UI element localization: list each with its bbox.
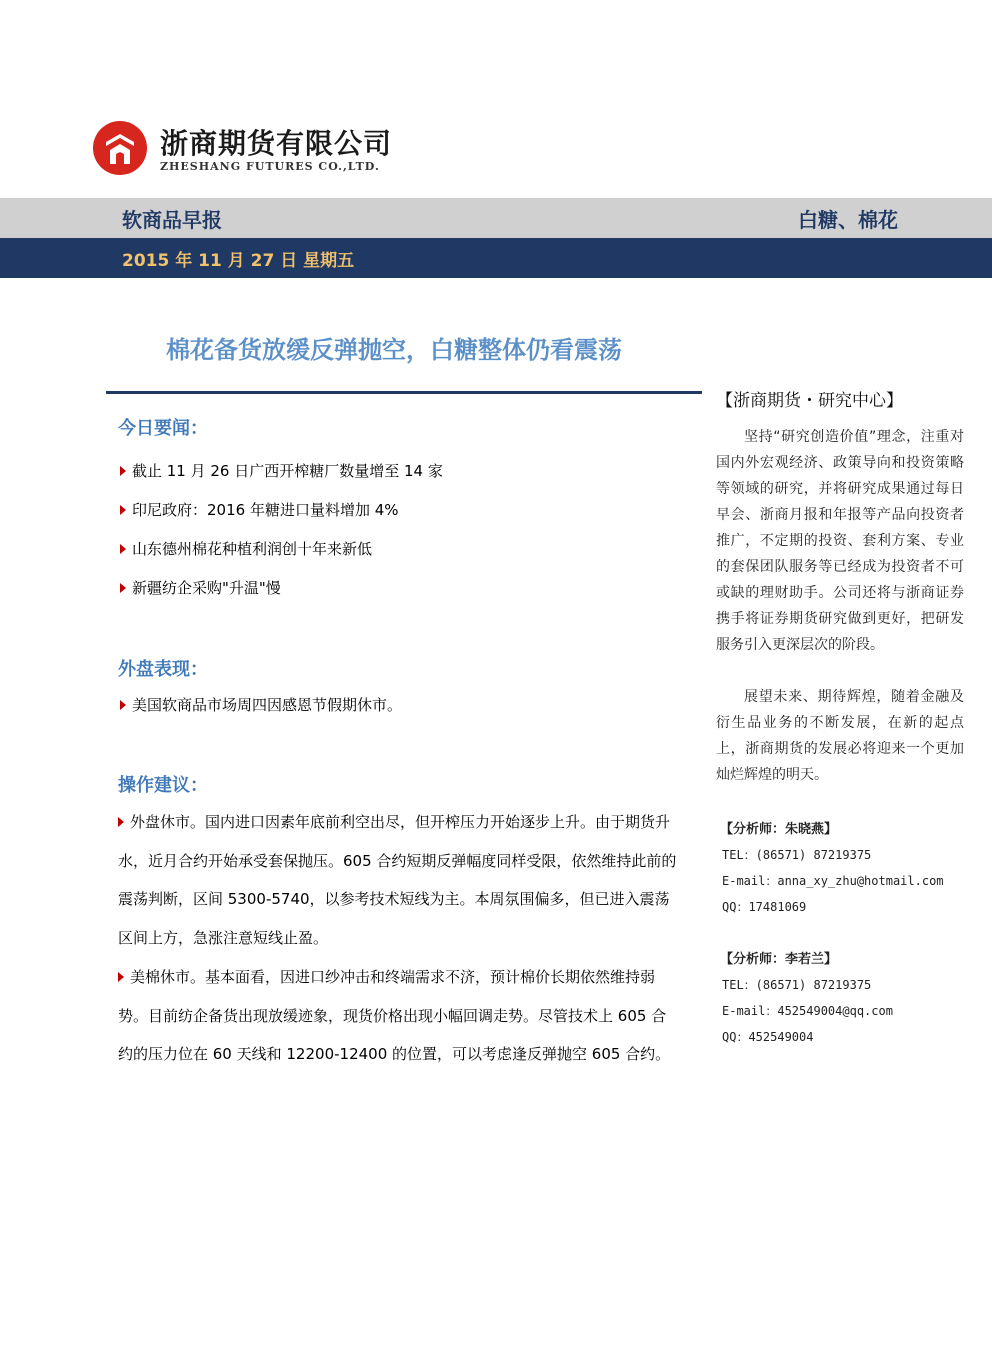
bullet-arrow-icon (118, 972, 124, 982)
bullet-arrow-icon (120, 583, 126, 593)
advice-paragraph-sugar (118, 803, 680, 957)
research-center-heading: 【浙商期货・研究中心】 (716, 391, 903, 411)
overseas-heading: 外盘表现： (118, 659, 208, 680)
bullet-arrow-icon (120, 505, 126, 515)
news-item-text: 印尼政府：2016 年糖进口量料增加 4% (132, 501, 399, 519)
analyst-tel: TEL：(86571) 87219375 (722, 848, 872, 862)
news-item-text: 截止 11 月 26 日广西开榨糖厂数量增至 14 家 (132, 462, 443, 480)
advice-text: 外盘休市。国内进口因素年底前利空出尽，但开榨压力开始逐步上升。由于期货升水，近月合约开始承受套保抛压。605 合约短期反弹幅度同样受限，依然维持此前的震荡判断，区间 5300-5740，以参考技术短线为主。本周氛围偏多，但已进入震荡区间上方，急涨注意短线止盈。 (118, 813, 677, 947)
company-name-cn: 浙商期货有限公司 (160, 127, 393, 160)
report-date: 2015 年 11 月 27 日 星期五 (122, 251, 355, 271)
advice-heading: 操作建议： (118, 775, 208, 796)
bullet-arrow-icon (120, 466, 126, 476)
news-heading: 今日要闻： (118, 418, 208, 439)
news-item (120, 460, 443, 481)
research-center-outlook: 展望未来、期待辉煌，随着金融及衍生品业务的不断发展，在新的起点上，浙商期货的发展必将迎来一个更加灿烂辉煌的明天。 (716, 689, 964, 783)
analyst-qq: QQ：452549004 (722, 1030, 814, 1044)
news-item-text: 新疆纺企采购"升温"慢 (132, 579, 281, 597)
overseas-item (120, 694, 402, 715)
analyst-tel: TEL：(86571) 87219375 (722, 978, 872, 992)
company-name-en: ZHESHANG FUTURES CO.,LTD. (160, 160, 380, 173)
advice-paragraph-cotton (118, 958, 680, 1074)
analyst-email: E-mail：452549004@qq.com (722, 1004, 893, 1018)
bullet-arrow-icon (120, 544, 126, 554)
headline-divider (106, 391, 702, 394)
bullet-arrow-icon (120, 700, 126, 710)
headline: 棉花备货放缓反弹抛空，白糖整体仍看震荡 (166, 336, 622, 364)
analyst-email: E-mail：anna_xy_zhu@hotmail.com (722, 874, 944, 888)
news-item (120, 577, 281, 598)
news-item (120, 499, 399, 520)
analyst-title: 【分析师：李若兰】 (720, 952, 838, 967)
analyst-title: 【分析师：朱晓燕】 (720, 822, 838, 837)
news-item-text: 山东德州棉花种植利润创十年来新低 (132, 540, 373, 558)
news-item (120, 538, 372, 559)
bullet-arrow-icon (118, 817, 124, 827)
report-commodities: 白糖、棉花 (798, 208, 898, 232)
company-logo-icon (92, 120, 148, 176)
analyst-qq: QQ：17481069 (722, 900, 807, 914)
advice-text: 美棉休市。基本面看，因进口纱冲击和终端需求不济，预计棉价长期依然维持弱势。目前纺企备货出现放缓迹象，现货价格出现小幅回调走势。尽管技术上 605 合约的压力位在 60 天线和 12200-12400 的位置，可以考虑逢反弹抛空 605 合约。 (118, 968, 671, 1064)
research-center-intro: 坚持“研究创造价值”理念，注重对国内外宏观经济、政策导向和投资策略等领域的研究，并将研究成果通过每日早会、浙商月报和年报等产品向投资者推广，不定期的投资、套利方案、专业的套保团队服务等已经成为投资者不可或缺的理财助手。公司还将与浙商证券携手将证券期货研究做到更好，把研发服务引入更深层次的阶段。 (716, 429, 964, 653)
overseas-item-text: 美国软商品市场周四因感恩节假期休市。 (132, 696, 403, 714)
report-title: 软商品早报 (122, 208, 222, 232)
